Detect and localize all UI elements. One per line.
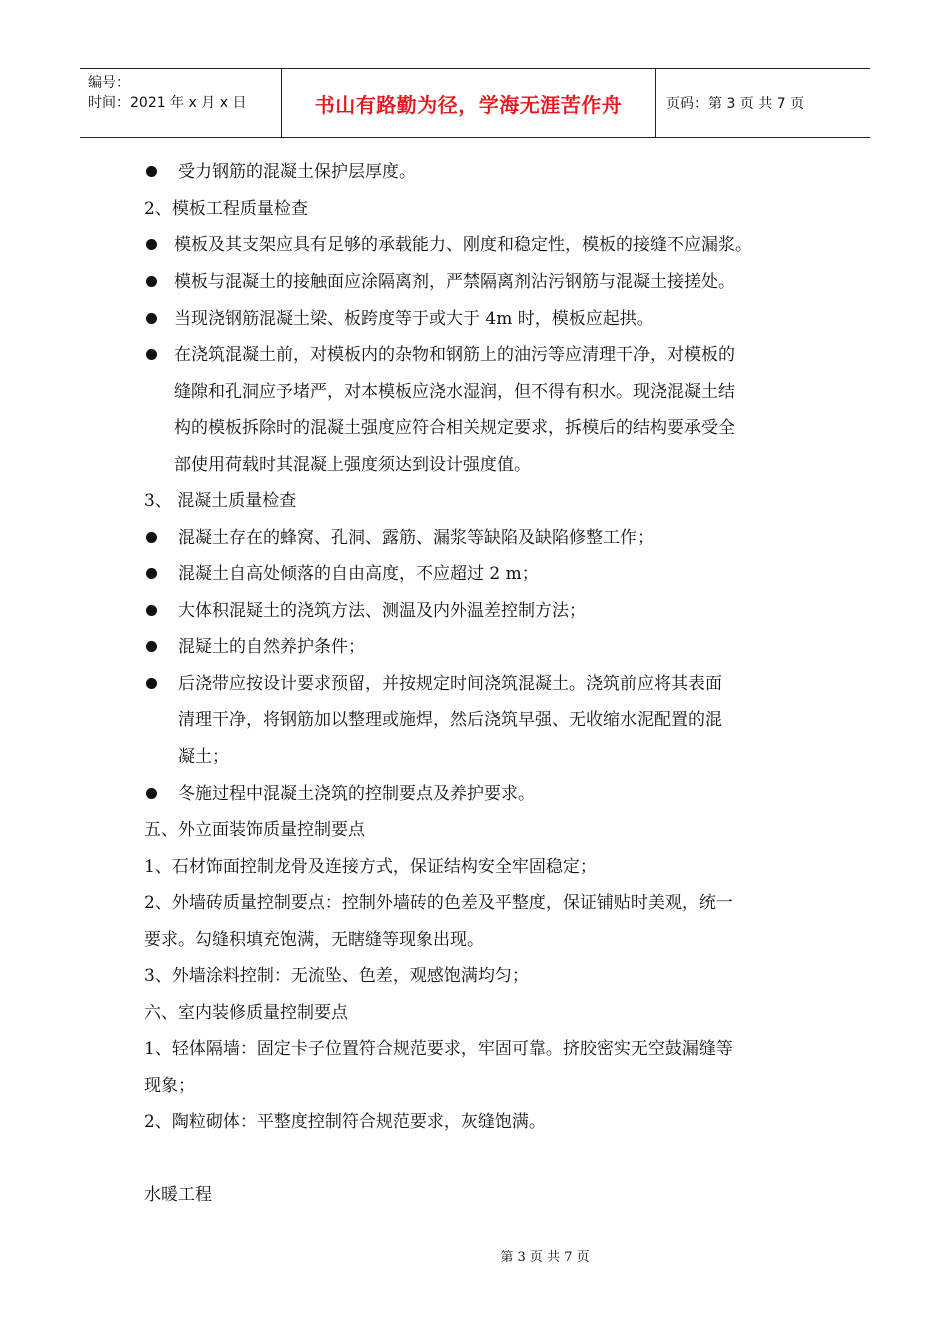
header-motto — [282, 69, 656, 137]
document-number-label: 编号： — [88, 75, 130, 91]
body-line: 2、陶粒砌体：平整度控制符合规范要求，灰缝饱满。 — [144, 1112, 546, 1132]
body-line: 模板及其支架应具有足够的承载能力、刚度和稳定性，模板的接缝不应漏浆。 — [174, 235, 752, 255]
bullet-icon — [146, 641, 157, 652]
body-line: 缝隙和孔洞应予堵严，对本模板应浇水湿润，但不得有积水。现浇混凝土结 — [174, 382, 735, 402]
body-line: 1、轻体隔墙：固定卡子位置符合规范要求，牢固可靠。挤胶密实无空鼓漏缝等 — [144, 1039, 733, 1059]
page-header — [80, 68, 870, 138]
body-line: 冬施过程中混凝土浇筑的控制要点及养护要求。 — [178, 784, 535, 804]
body-line: 2、外墙砖质量控制要点：控制外墙砖的色差及平整度，保证铺贴时美观，统一 — [144, 893, 733, 913]
header-page-number — [656, 69, 870, 137]
body-line: 混凝土存在的蜂窝、孔洞、露筋、漏浆等缺陷及缺陷修整工作； — [178, 528, 654, 548]
body-line: 要求。勾缝积填充饱满，无瞎缝等现象出现。 — [144, 930, 484, 950]
bullet-icon — [146, 788, 157, 799]
bullet-icon — [146, 568, 157, 579]
body-line: 构的模板拆除时的混凝土强度应符合相关规定要求，拆模后的结构要承受全 — [174, 418, 735, 438]
body-line: 3、外墙涂料控制：无流坠、色差，观感饱满均匀； — [144, 966, 529, 986]
body-line: 凝土； — [178, 747, 229, 767]
bullet-icon — [146, 166, 157, 177]
section-heading: 3、 混凝土质量检查 — [144, 491, 297, 511]
body-line: 受力钢筋的混凝土保护层厚度。 — [178, 162, 416, 182]
header-meta — [80, 69, 282, 137]
body-line: 部使用荷载时其混凝上强度须达到设计强度值。 — [174, 455, 531, 475]
body-line: 大体积混疑土的浇筑方法、测温及内外温差控制方法； — [178, 601, 586, 621]
bullet-icon — [146, 313, 157, 324]
bullet-icon — [146, 532, 157, 543]
bullet-icon — [146, 239, 157, 250]
motto-text: 书山有路勤为径，学海无涯苦作舟 — [314, 92, 623, 117]
body-line: 后浇带应按设计要求预留，并按规定时间浇筑混凝土。浇筑前应将其表面 — [178, 674, 722, 694]
section-heading: 2、模板工程质量检查 — [144, 199, 308, 219]
bullet-icon — [146, 276, 157, 287]
section-heading: 水暖工程 — [144, 1185, 212, 1205]
document-date-label: 时间：2021 年 x 月 x 日 — [88, 95, 247, 111]
body-line: 在浇筑混凝土前，对模板内的杂物和钢筋上的油污等应清理干净，对模板的 — [174, 345, 735, 365]
bullet-icon — [146, 605, 157, 616]
body-line: 清理干净，将钢筋加以整理或施焊，然后浇筑早强、无收缩水泥配置的混 — [178, 710, 722, 730]
section-heading: 五、外立面装饰质量控制要点 — [144, 820, 365, 840]
body-line: 现象； — [144, 1076, 195, 1096]
bullet-icon — [146, 678, 157, 689]
body-line: 混疑土的自然养护条件； — [178, 637, 365, 657]
footer-page-number: 第 3 页 共 7 页 — [500, 1250, 590, 1265]
header-page-label: 页码：第 3 页 共 7 页 — [666, 96, 805, 112]
body-line: 1、石材饰面控制龙骨及连接方式，保证结构安全牢固稳定； — [144, 857, 597, 877]
body-line: 当现浇钢筋混凝土梁、板跨度等于或大于 4m 时，模板应起拱。 — [174, 309, 654, 329]
bullet-icon — [146, 349, 157, 360]
body-line: 模板与混凝土的接触面应涂隔离剂，严禁隔离剂沾污钢筋与混凝土接搓处。 — [174, 272, 735, 292]
section-heading: 六、室内装修质量控制要点 — [144, 1003, 348, 1023]
body-line: 混凝土自高处倾落的自由高度，不应超过 2 m； — [178, 564, 539, 584]
page-footer — [0, 1246, 950, 1265]
